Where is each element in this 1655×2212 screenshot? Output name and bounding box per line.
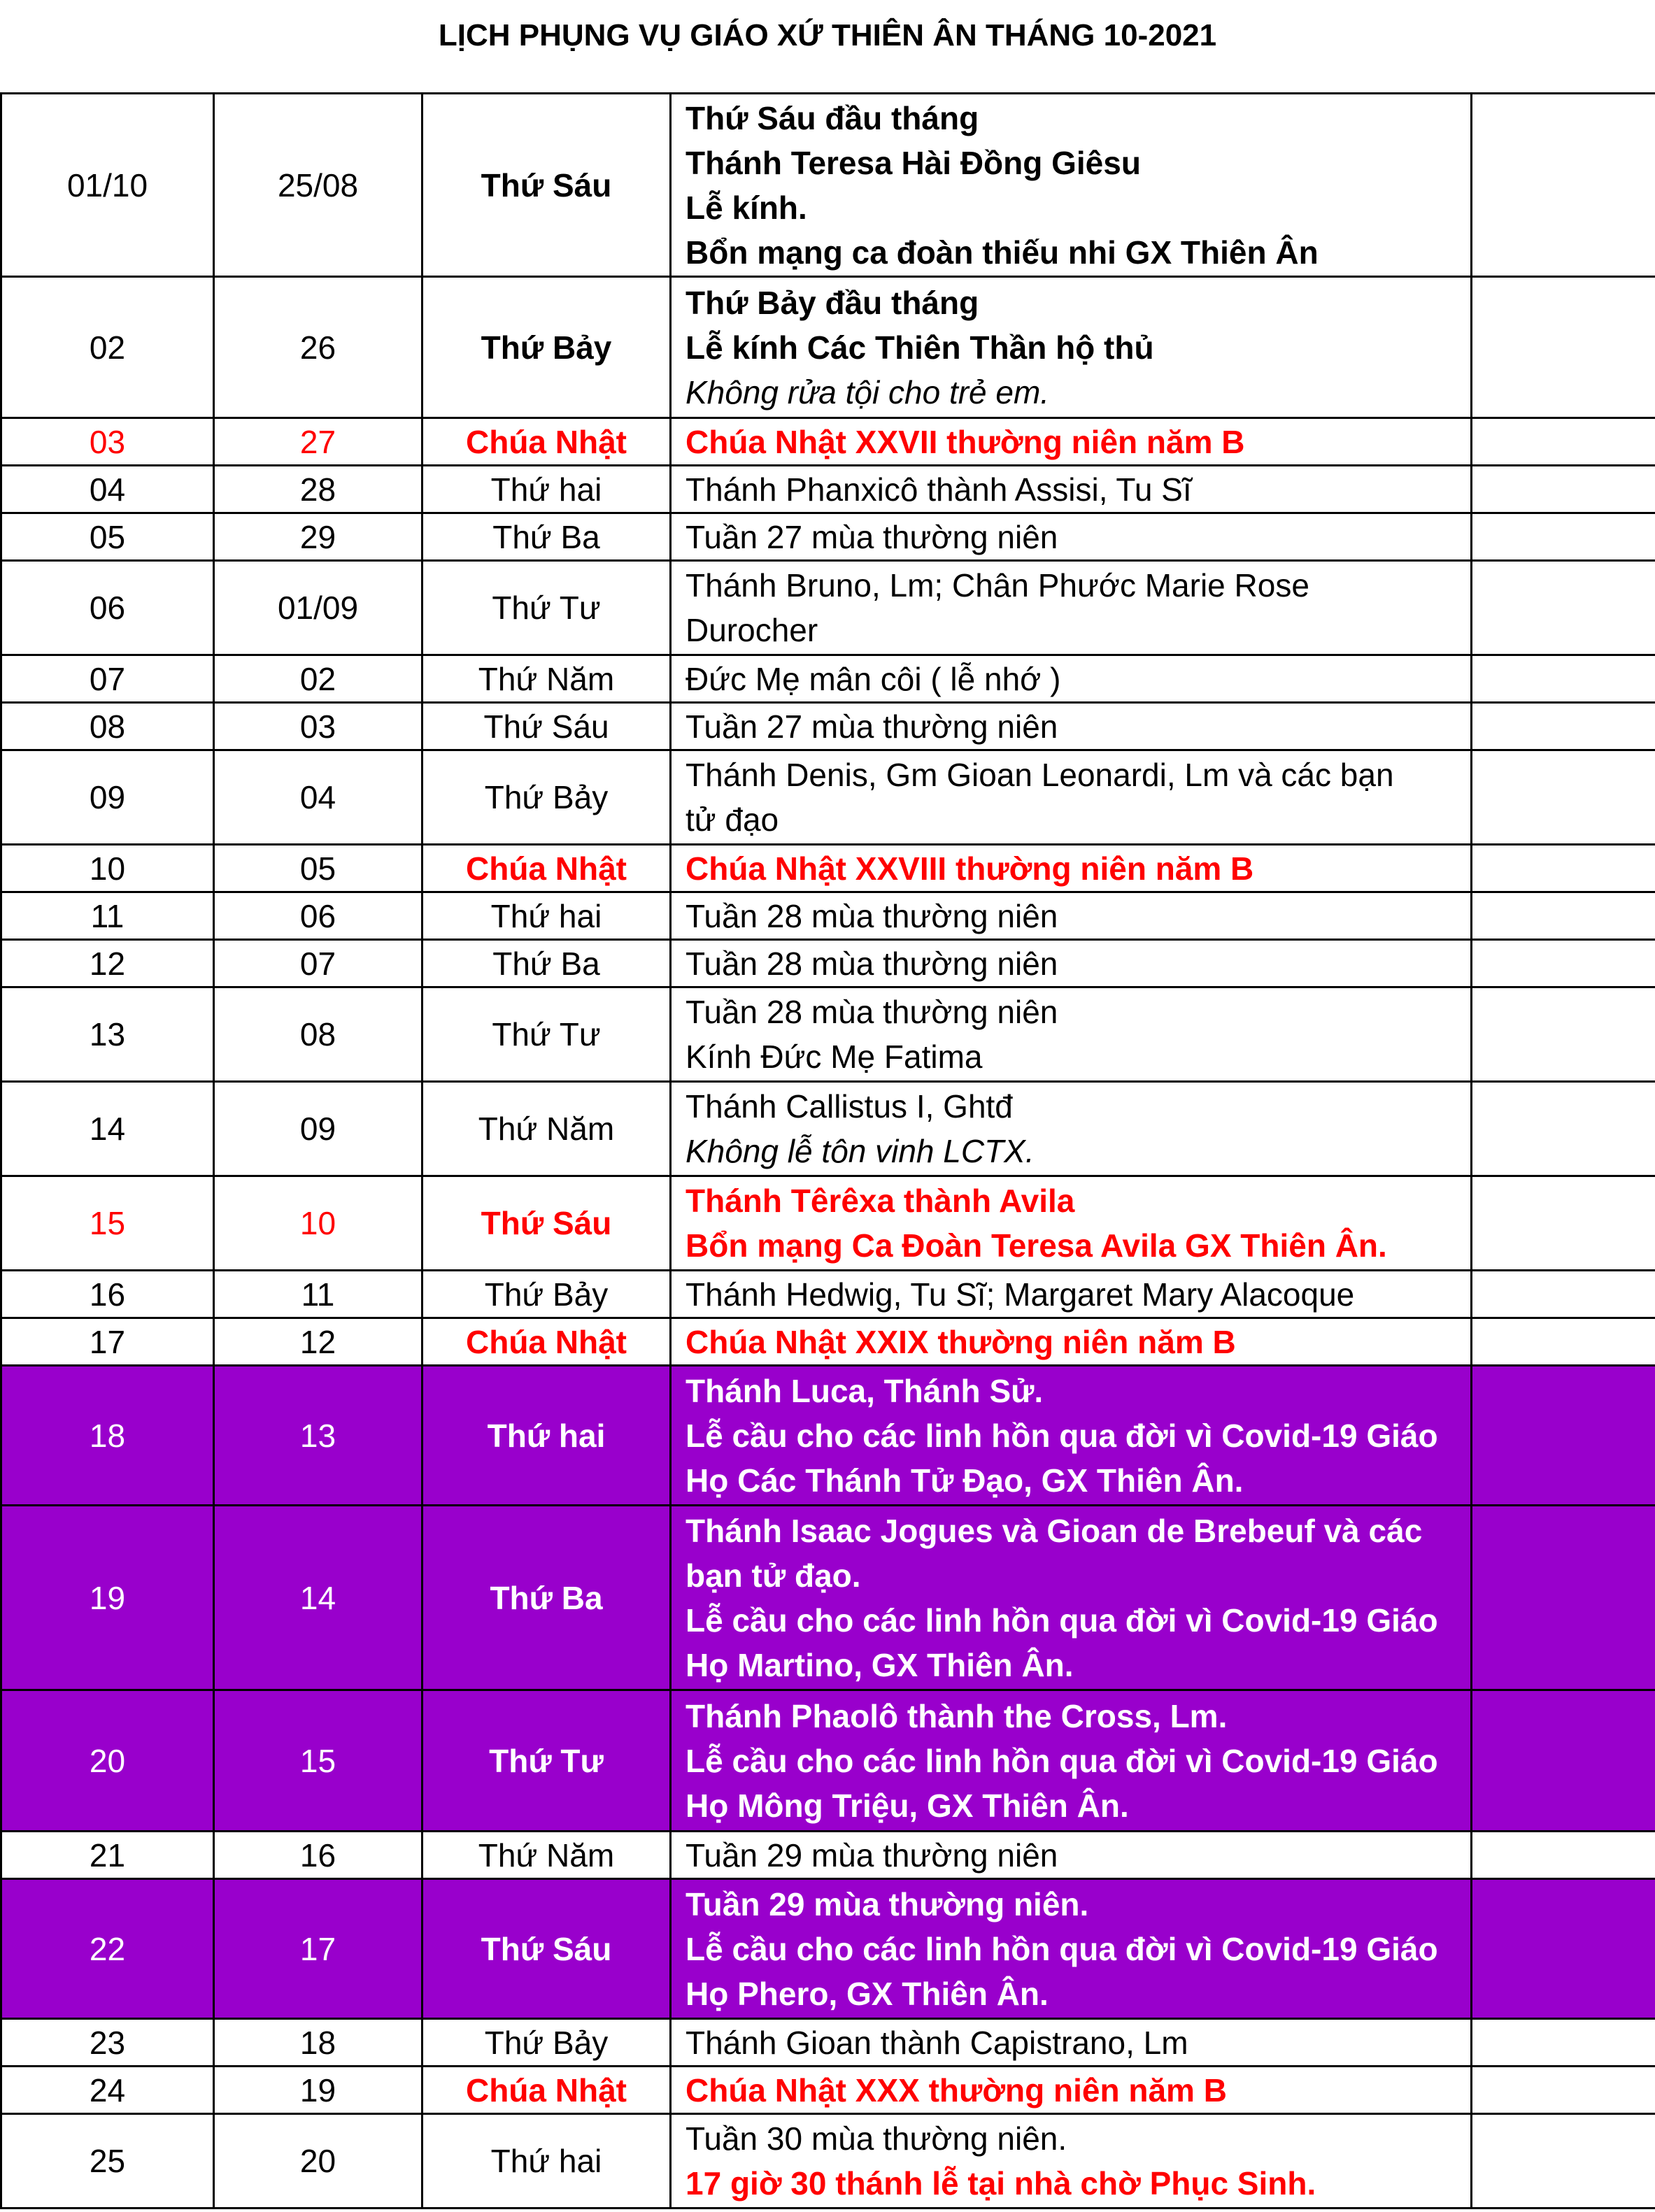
celebration-line: Lễ kính Các Thiên Thần hộ thủ [686,329,1154,366]
celebration-line: Thứ Sáu đầu tháng [686,99,979,136]
weekday-cell: Thứ Sáu [422,1176,671,1271]
lunar-date-cell: 06 [214,892,422,940]
solar-date-cell: 10 [1,845,214,892]
solar-date-cell: 22 [1,1879,214,2019]
lunar-date-cell: 16 [214,1832,422,1879]
celebration-cell [671,1506,1472,1690]
lunar-date-cell: 29 [214,513,422,561]
celebration-line: Lễ cầu cho các linh hồn qua đời vì Covid-19 Giáo [686,1742,1438,1779]
celebration-cell [671,1082,1472,1176]
schedule-row [1,1082,1655,1176]
celebration-cell [671,1879,1472,2019]
celebration-line: Lễ cầu cho các linh hồn qua đời vì Covid-19 Giáo [686,1417,1438,1454]
weekday-cell: Chúa Nhật [422,1318,671,1366]
celebration-cell [671,1690,1472,1832]
schedule-row [1,1366,1655,1506]
solar-date-cell: 17 [1,1318,214,1366]
notes-cell [1472,2067,1655,2114]
schedule-row [1,466,1655,513]
lunar-date-cell: 26 [214,277,422,418]
celebration-line: Chúa Nhật XXIX thường niên năm B [686,1323,1236,1360]
celebration-line: Tuần 27 mùa thường niên [686,708,1058,745]
notes-cell [1472,1832,1655,1879]
notes-cell [1472,1879,1655,2019]
celebration-line: Thánh Hedwig, Tu Sĩ; Margaret Mary Alacoque [686,1276,1355,1313]
solar-date-cell: 25 [1,2114,214,2209]
solar-date-cell: 02 [1,277,214,418]
schedule-row [1,845,1655,892]
lunar-date-cell: 19 [214,2067,422,2114]
celebration-line: Thứ Bảy đầu tháng [686,284,979,321]
schedule-row [1,750,1655,845]
weekday-cell: Thứ hai [422,466,671,513]
celebration-line: Họ Phero, GX Thiên Ân. [686,1975,1049,2012]
celebration-line: tử đạo [686,801,779,838]
celebration-line: Lễ kính. [686,189,807,226]
celebration-line: Chúa Nhật XXVII thường niên năm B [686,423,1245,460]
lunar-date-cell: 20 [214,2114,422,2209]
celebration-line: Chúa Nhật XXX thường niên năm B [686,2071,1227,2108]
notes-cell [1472,1318,1655,1366]
celebration-line: Bổn mạng Ca Đoàn Teresa Avila GX Thiên Ân. [686,1227,1387,1264]
notes-cell [1472,655,1655,703]
weekday-cell: Thứ Năm [422,1082,671,1176]
solar-date-cell: 01/10 [1,94,214,277]
notes-cell [1472,845,1655,892]
weekday-cell: Thứ Ba [422,940,671,987]
celebration-line: Thánh Luca, Thánh Sử. [686,1372,1044,1409]
celebration-line: Họ Mông Triệu, GX Thiên Ân. [686,1787,1129,1824]
celebration-line: Thánh Gioan thành Capistrano, Lm [686,2024,1188,2061]
celebration-line: Tuần 27 mùa thường niên [686,518,1058,555]
celebration-cell [671,513,1472,561]
weekday-cell: Chúa Nhật [422,845,671,892]
notes-cell [1472,1366,1655,1506]
weekday-cell: Thứ Tư [422,987,671,1082]
schedule-row [1,94,1655,277]
lunar-date-cell: 03 [214,703,422,750]
solar-date-cell: 04 [1,466,214,513]
notes-cell [1472,892,1655,940]
celebration-cell [671,940,1472,987]
notes-cell [1472,1082,1655,1176]
solar-date-cell: 13 [1,987,214,1082]
solar-date-cell: 19 [1,1506,214,1690]
celebration-line: Durocher [686,612,818,648]
lunar-date-cell: 08 [214,987,422,1082]
solar-date-cell: 11 [1,892,214,940]
celebration-line: Thánh Phanxicô thành Assisi, Tu Sĩ [686,471,1192,508]
celebration-cell [671,2019,1472,2067]
solar-date-cell: 05 [1,513,214,561]
celebration-line: Thánh Callistus I, Ghtđ [686,1088,1013,1125]
schedule-row [1,1879,1655,2019]
schedule-row [1,513,1655,561]
schedule-row [1,940,1655,987]
celebration-cell [671,1176,1472,1271]
celebration-line: Thánh Teresa Hài Đồng Giêsu [686,144,1141,181]
celebration-cell [671,703,1472,750]
notes-cell [1472,277,1655,418]
weekday-cell: Thứ Bảy [422,277,671,418]
notes-cell [1472,750,1655,845]
lunar-date-cell: 01/09 [214,561,422,655]
weekday-cell: Chúa Nhật [422,2067,671,2114]
notes-cell [1472,561,1655,655]
celebration-line: Không rửa tội cho trẻ em. [686,373,1050,411]
celebration-cell [671,2067,1472,2114]
celebration-cell [671,2114,1472,2209]
lunar-date-cell: 17 [214,1879,422,2019]
schedule-row [1,987,1655,1082]
lunar-date-cell: 28 [214,466,422,513]
weekday-cell: Thứ hai [422,1366,671,1506]
lunar-date-cell: 09 [214,1082,422,1176]
lunar-date-cell: 02 [214,655,422,703]
schedule-row [1,418,1655,466]
schedule-row [1,2114,1655,2209]
notes-cell [1472,2114,1655,2209]
schedule-row [1,1690,1655,1832]
solar-date-cell: 24 [1,2067,214,2114]
celebration-cell [671,987,1472,1082]
weekday-cell: Thứ hai [422,2114,671,2209]
lunar-date-cell: 13 [214,1366,422,1506]
celebration-cell [671,94,1472,277]
notes-cell [1472,2019,1655,2067]
schedule-row [1,655,1655,703]
weekday-cell: Chúa Nhật [422,418,671,466]
weekday-cell: Thứ Ba [422,513,671,561]
schedule-row [1,1506,1655,1690]
celebration-line: Thánh Isaac Jogues và Gioan de Brebeuf và các [686,1512,1423,1549]
solar-date-cell: 21 [1,1832,214,1879]
solar-date-cell: 14 [1,1082,214,1176]
celebration-cell [671,655,1472,703]
solar-date-cell: 07 [1,655,214,703]
lunar-date-cell: 05 [214,845,422,892]
celebration-line: Thánh Bruno, Lm; Chân Phước Marie Rose [686,567,1309,604]
celebration-cell [671,750,1472,845]
celebration-line: Thánh Têrêxa thành Avila [686,1183,1075,1219]
solar-date-cell: 15 [1,1176,214,1271]
weekday-cell: Thứ Sáu [422,703,671,750]
schedule-row [1,1318,1655,1366]
notes-cell [1472,940,1655,987]
notes-cell [1472,1271,1655,1318]
weekday-cell: Thứ Tư [422,561,671,655]
celebration-cell [671,466,1472,513]
celebration-cell [671,845,1472,892]
celebration-line: 17 giờ 30 thánh lễ tại nhà chờ Phục Sinh. [686,2165,1316,2202]
celebration-cell [671,1271,1472,1318]
celebration-cell [671,1366,1472,1506]
notes-cell [1472,418,1655,466]
notes-cell [1472,987,1655,1082]
celebration-cell [671,1318,1472,1366]
lunar-date-cell: 12 [214,1318,422,1366]
schedule-row [1,1176,1655,1271]
celebration-line: Kính Đức Mẹ Fatima [686,1039,983,1075]
schedule-row [1,561,1655,655]
celebration-cell [671,418,1472,466]
celebration-cell [671,561,1472,655]
celebration-line: Thánh Denis, Gm Gioan Leonardi, Lm và các bạn [686,757,1394,793]
weekday-cell: Thứ Sáu [422,94,671,277]
weekday-cell: Thứ Năm [422,655,671,703]
schedule-row [1,892,1655,940]
solar-date-cell: 20 [1,1690,214,1832]
weekday-cell: Thứ Bảy [422,750,671,845]
celebration-line: Không lễ tôn vinh LCTX. [686,1133,1035,1169]
schedule-row [1,2019,1655,2067]
celebration-line: Họ Các Thánh Tử Đạo, GX Thiên Ân. [686,1462,1244,1499]
schedule-row [1,1832,1655,1879]
solar-date-cell: 08 [1,703,214,750]
weekday-cell: Thứ Bảy [422,2019,671,2067]
celebration-cell [671,277,1472,418]
weekday-cell: Thứ hai [422,892,671,940]
notes-cell [1472,466,1655,513]
celebration-line: Đức Mẹ mân côi ( lễ nhớ ) [686,660,1061,697]
schedule-row [1,277,1655,418]
celebration-cell [671,1832,1472,1879]
celebration-line: Lễ cầu cho các linh hồn qua đời vì Covid-19 Giáo [686,1930,1438,1967]
weekday-cell: Thứ Năm [422,1832,671,1879]
solar-date-cell: 09 [1,750,214,845]
celebration-line: Tuần 29 mùa thường niên [686,1836,1058,1874]
lunar-date-cell: 18 [214,2019,422,2067]
celebration-line: Thánh Phaolô thành the Cross, Lm. [686,1697,1228,1734]
weekday-cell: Thứ Sáu [422,1879,671,2019]
page-title: LỊCH PHỤNG VỤ GIÁO XỨ THIÊN ÂN THÁNG 10-2021 [438,18,1217,52]
lunar-date-cell: 27 [214,418,422,466]
notes-cell [1472,513,1655,561]
solar-date-cell: 12 [1,940,214,987]
solar-date-cell: 06 [1,561,214,655]
solar-date-cell: 23 [1,2019,214,2067]
weekday-cell: Thứ Tư [422,1690,671,1832]
celebration-line: Tuần 30 mùa thường niên. [686,2120,1067,2157]
celebration-line: Tuần 28 mùa thường niên [686,945,1058,982]
schedule-body [1,94,1655,2209]
lunar-date-cell: 25/08 [214,94,422,277]
notes-cell [1472,1506,1655,1690]
lunar-date-cell: 14 [214,1506,422,1690]
weekday-cell: Thứ Ba [422,1506,671,1690]
notes-cell [1472,94,1655,277]
celebration-line: Tuần 29 mùa thường niên. [686,1885,1089,1922]
celebration-line: Họ Martino, GX Thiên Ân. [686,1646,1074,1683]
solar-date-cell: 03 [1,418,214,466]
celebration-line: Tuần 28 mùa thường niên [686,897,1058,934]
celebration-line: Bổn mạng ca đoàn thiếu nhi GX Thiên Ân [686,234,1319,271]
lunar-date-cell: 15 [214,1690,422,1832]
schedule-row [1,2067,1655,2114]
celebration-line: Tuần 28 mùa thường niên [686,994,1058,1030]
schedule-row [1,1271,1655,1318]
weekday-cell: Thứ Bảy [422,1271,671,1318]
celebration-line: bạn tử đạo. [686,1557,861,1594]
schedule-row [1,703,1655,750]
lunar-date-cell: 04 [214,750,422,845]
celebration-line: Lễ cầu cho các linh hồn qua đời vì Covid-19 Giáo [686,1601,1438,1639]
notes-cell [1472,1690,1655,1832]
notes-cell [1472,703,1655,750]
lunar-date-cell: 07 [214,940,422,987]
lunar-date-cell: 10 [214,1176,422,1271]
solar-date-cell: 18 [1,1366,214,1506]
solar-date-cell: 16 [1,1271,214,1318]
celebration-line: Chúa Nhật XXVIII thường niên năm B [686,850,1254,887]
schedule-table [0,92,1655,2209]
lunar-date-cell: 11 [214,1271,422,1318]
notes-cell [1472,1176,1655,1271]
celebration-cell [671,892,1472,940]
